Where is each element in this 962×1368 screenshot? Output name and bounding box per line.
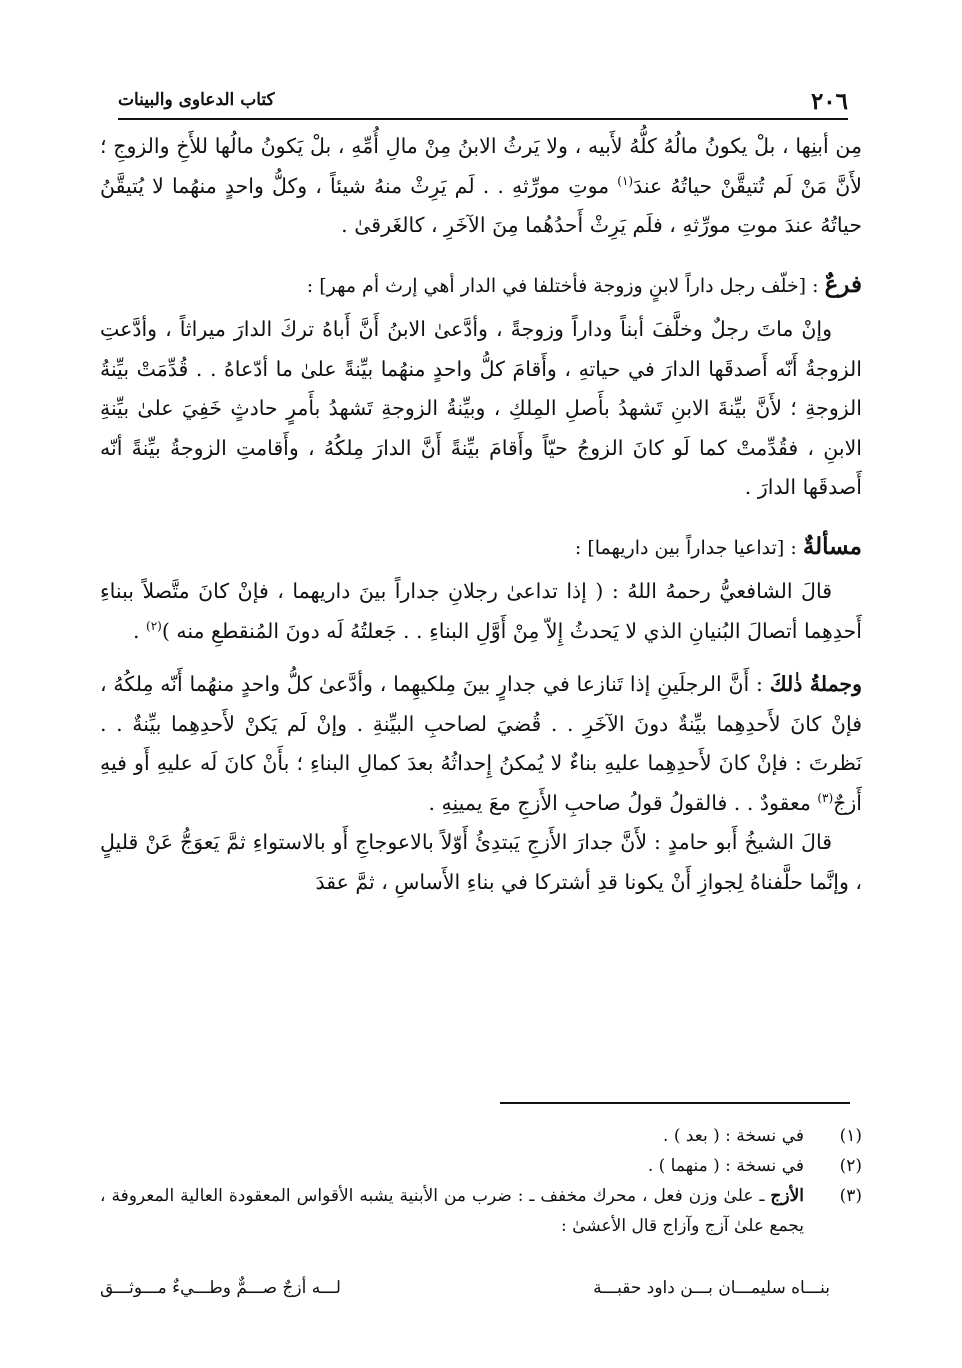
paragraph-text-end: معقودٌ . . فالقولُ قولُ صاحبِ الأَزجِ معَ يمينِهِ . — [428, 790, 818, 815]
footnote-number: (١) — [839, 1126, 862, 1146]
paragraph-text: مِن أبنِها ، بلْ يكونُ مالُهُ كلُّهُ لأَبيه ، ولا يَرثُ الابنُ مِنْ مالِ أُمِّهِ ، بلْ يَكونُ مالُها للأَخِ والزوجِ ؛ لأَنَّ مَنْ لَم تُتيقَّنْ حياتُهُ عندَ — [100, 134, 862, 198]
section-heading-far — [100, 265, 862, 307]
footnote-ref-3[interactable]: (٣) — [817, 790, 834, 805]
footnote-ref-2[interactable]: (٢) — [146, 618, 162, 633]
verse-second-hemistich: لـــه أزجٌ صـــمٌّ وطـــيءٌ مـــوثـــق — [100, 1278, 341, 1298]
running-title: كتاب الدعاوى والبينات — [118, 90, 275, 110]
footnote-rule — [500, 1102, 850, 1104]
footnote-text: في نسخة : ( منهما ) . — [647, 1156, 804, 1176]
footnote-item — [100, 1151, 862, 1181]
heading-subtitle: : [تداعيا جداراً بين داريهما] : — [574, 536, 803, 559]
footnote-text: في نسخة : ( بعد ) . — [663, 1126, 804, 1146]
footnote-ref-1[interactable]: (١) — [617, 173, 634, 188]
footnote-item — [100, 1121, 862, 1151]
paragraph-text-end: موتِ مورِّثهِ . . لَم يَرِثْ منهُ شيئاً ، وكلُّ واحدٍ منهُما لا يُتيقَّنُ حياتُهُ عندَ موتِ مورِّثهِ ، فلَم يَرِثْ أَحدُهُما مِنَ الآخَرِ ، كالغَرقىٰ . — [100, 173, 862, 237]
paragraph-continuation — [100, 127, 862, 246]
poetry-verse — [100, 1278, 830, 1312]
paragraph-inheritance-dispute: وإنْ ماتَ رجلٌ وخلَّفَ أبناً وداراً وزوجةً ، وأدَّعىٰ الابنُ أَنَّ أَباهُ تركَ الدارَ ميراثاً ، وأدَّعتِ الزوجةُ أَنّه أَصدقَها الدارَ في حياتهِ ، وأَقامَ كلُّ واحدٍ منهُما بيِّنةً علىٰ ما أدّعاهُ . . قُدِّمَتْ بيِّنةُ الزوجةِ ؛ لأَنَّ بيِّنةَ الابنِ تَشهدُ بأَصلِ المِلكِ ، وبيِّنةُ الزوجةِ تَشهدُ بأَمرٍ حادثٍ خَفِيَ علىٰ بيِّنةِ الابنِ ، فقُدِّمتْ كما لَو كانَ الزوجُ حيّاً وأَقامَ بيِّنةً أَنَّ الدارَ مِلكُهُ ، وأَقامتِ الزوجةُ بيِّنةً أنّه أَصدقَها الدارَ . — [100, 317, 862, 499]
heading-subtitle: : [خلّف رجل داراً لابنٍ وزوجة فأختلفا في الدار أهي إرث أم مهر] : — [306, 274, 825, 297]
page-header — [118, 88, 848, 114]
paragraph-text: قالَ الشافعيُّ رحمهُ اللهُ : ( إذا تداعىٰ رجلانِ جداراً بينَ داريهما ، فإنْ كانَ متَّصلاً ببناءِ أَحدِهِما أتصالَ البُنيانِ الذي لا يَحدثُ إِلاّ مِنْ أَوَّلِ البناءِ . . جَعلتُهُ لَه دونَ المُنقطعِ منه ) — [100, 579, 862, 643]
footnote-number: (٢) — [839, 1156, 862, 1176]
footnotes — [100, 1121, 862, 1241]
lead-phrase: وجملةُ ذٰلكَ — [769, 672, 862, 696]
paragraph-text: : أَنَّ الرجلَينِ إذا تَنازعا في جدارٍ بينَ مِلكيهِما ، وأدَّعىٰ كلُّ واحدٍ منهُما أَنّه مِلكُهُ ، فإنْ كانَ لأَحدِهِما بيِّنةٌ دونَ الآخَرِ . . قُضيَ لصاحبِ البيِّنةِ . وإنْ لَم يَكنْ لأَحدِهِما بيِّنةٌ . . نَظرتَ : فإنْ كانَ لأَحدِهِما عليهِ بناءٌ لا يُمكنُ إِحداثُهُ بعدَ كمالِ البناءِ ؛ بأَنْ كانَ لَه عليهِ أَو فيهِ أَزجٌ — [100, 672, 862, 815]
footnote-number: (٣) — [839, 1186, 862, 1206]
page-number: ٢٠٦ — [810, 88, 848, 115]
section-heading-masala — [100, 527, 862, 569]
paragraph-abu-hamid: قالَ الشيخُ أَبو حامدٍ : لأَنَّ جدارَ الأَزجِ يَبتدِئُ أَوّلاً بالاعوجاجِ أَو بالاستواءِ ثمَّ يَعوَجُّ عَنْ قليلٍ ، وإنَّما حلَّفناهُ لِجوازِ أَنْ يكونا قدِ أشتركا في بناءِ الأَساسِ ، ثمَّ عقدَ — [100, 830, 862, 894]
main-text — [100, 127, 862, 902]
paragraph-summary — [100, 665, 862, 823]
footnote-text: ـ علىٰ وزن فعل ، محرك مخفف ـ : ضرب من الأبنية يشبه الأقواس المعقودة العالية المعروفة ، يجمع علىٰ آزج وآزاج قال الأعشىٰ : — [100, 1186, 804, 1236]
header-rule — [118, 118, 848, 120]
paragraph-text-end: . — [132, 618, 147, 643]
verse-first-hemistich: بنـــاه سليمـــان بـــن داود حقبـــة — [593, 1278, 830, 1298]
heading-word: فرعٌ — [824, 270, 862, 298]
footnote-item — [100, 1181, 862, 1241]
paragraph-shafii-quote — [100, 572, 862, 651]
footnote-term: الأزج — [770, 1186, 804, 1206]
heading-word: مسألةٌ — [802, 532, 862, 560]
